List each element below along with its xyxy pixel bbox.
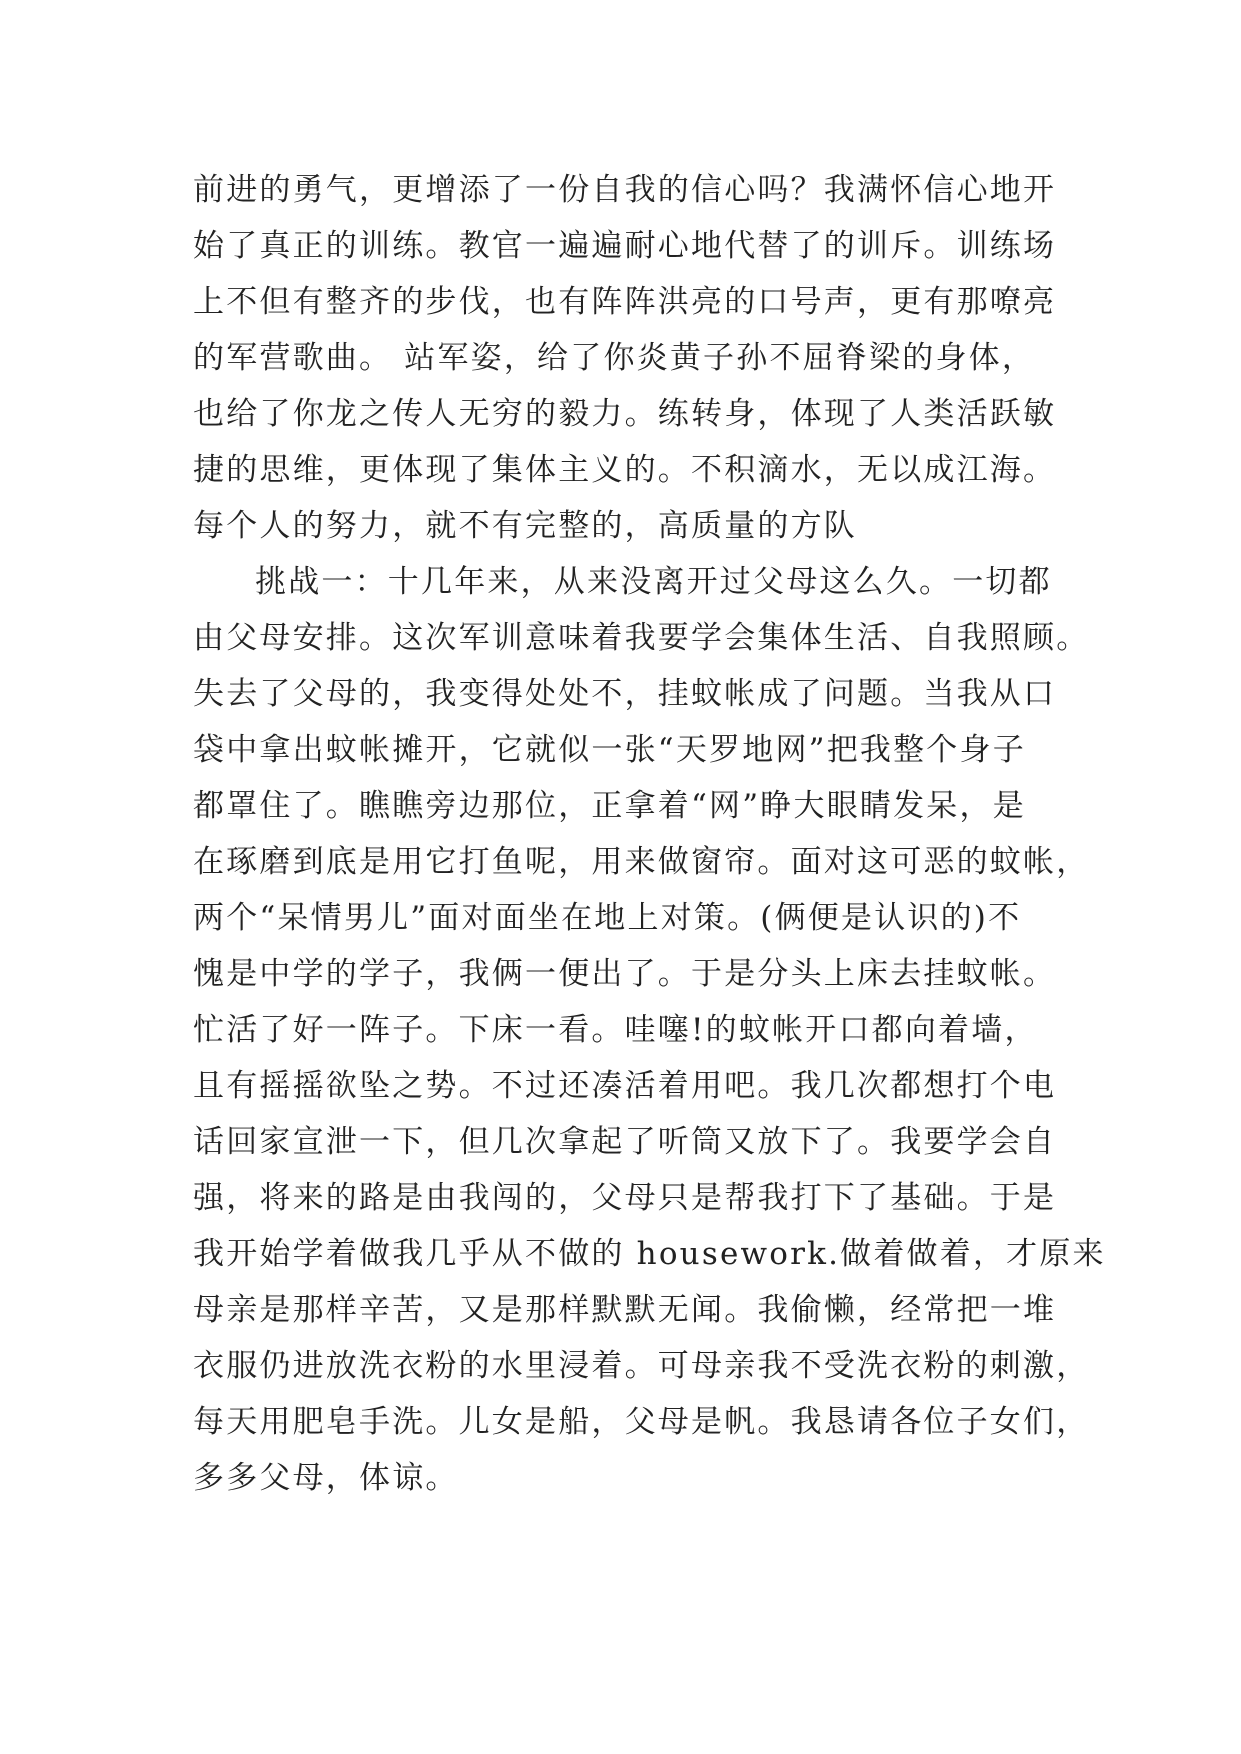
text-line: 挑战一：十几年来，从来没离开过父母这么久。一切都: [255, 564, 1052, 600]
paragraph-1: [193, 162, 1073, 554]
text-line: 两个“呆情男儿”面对面坐在地上对策。(俩便是认识的)不: [193, 900, 1022, 936]
text-line: 捷的思维，更体现了集体主义的。不积滴水，无以成江海。: [193, 452, 1057, 488]
text-line: 话回家宣泄一下，但几次拿起了听筒又放下了。我要学会自: [193, 1124, 1057, 1160]
text-line: 也给了你龙之传人无穷的毅力。练转身，体现了人类活跃敏: [193, 396, 1057, 432]
text-line: 由父母安排。这次军训意味着我要学会集体生活、自我照顾。: [193, 620, 1090, 656]
paragraph-2: [193, 554, 1106, 1506]
text-line: 前进的勇气，更增添了一份自我的信心吗？我满怀信心地开: [193, 172, 1057, 208]
text-line: 在琢磨到底是用它打鱼呢，用来做窗帘。面对这可恶的蚊帐，: [193, 844, 1090, 880]
text-line: 强，将来的路是由我闯的，父母只是帮我打下了基础。于是: [193, 1180, 1057, 1216]
text-line: 都罩住了。瞧瞧旁边那位，正拿着“网”睁大眼睛发呆，是: [193, 788, 1026, 824]
text-line: 忙活了好一阵子。下床一看。哇噻!的蚊帐开口都向着墙，: [193, 1012, 1038, 1048]
text-line: 且有摇摇欲坠之势。不过还凑活着用吧。我几次都想打个电: [193, 1068, 1057, 1104]
text-line: 每天用肥皂手洗。儿女是船，父母是帆。我恳请各位子女们，: [193, 1404, 1090, 1440]
text-line: 的军营歌曲。 站军姿，给了你炎黄子孙不屈脊梁的身体，: [193, 340, 1036, 376]
text-line: 始了真正的训练。教官一遍遍耐心地代替了的训斥。训练场: [193, 228, 1057, 264]
text-line: 多多父母，体谅。: [193, 1460, 459, 1496]
text-line: 袋中拿出蚊帐摊开，它就似一张“天罗地网”把我整个身子: [193, 732, 1026, 768]
body-text: [193, 162, 1106, 1506]
text-line: 上不但有整齐的步伐，也有阵阵洪亮的口号声，更有那嘹亮: [193, 284, 1057, 320]
text-line: 愧是中学的学子，我俩一便出了。于是分头上床去挂蚊帐。: [193, 956, 1057, 992]
text-line: 我开始学着做我几乎从不做的 housework.做着做着，才原来: [193, 1236, 1106, 1272]
text-line: 衣服仍进放洗衣粉的水里浸着。可母亲我不受洗衣粉的刺激，: [193, 1348, 1090, 1384]
text-line: 母亲是那样辛苦，又是那样默默无闻。我偷懒，经常把一堆: [193, 1292, 1057, 1328]
text-line: 失去了父母的，我变得处处不，挂蚊帐成了问题。当我从口: [193, 676, 1057, 712]
text-line: 每个人的努力，就不有完整的，高质量的方队: [193, 508, 857, 544]
